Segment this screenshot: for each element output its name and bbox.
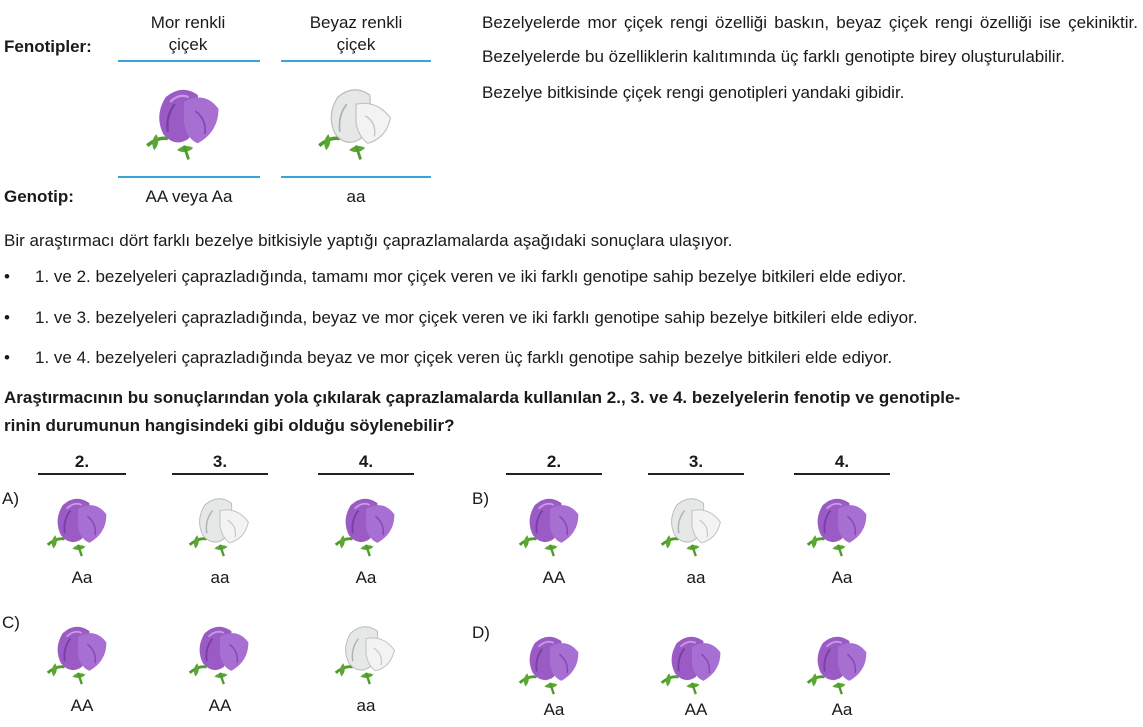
option-d-flower-4-icon xyxy=(800,624,876,696)
option-b-genotype-4: Aa xyxy=(831,568,853,587)
header-4-right: 4. xyxy=(834,452,850,471)
phenotypes-label: Fenotipler: xyxy=(4,37,92,56)
white-column-title: Beyaz renkli çiçek xyxy=(309,13,403,54)
option-c-label[interactable]: C) xyxy=(2,613,20,632)
bullet-dot: • xyxy=(4,308,10,327)
header-rule xyxy=(38,473,126,475)
option-d-label[interactable]: D) xyxy=(472,623,490,642)
option-a-flower-2-icon xyxy=(40,486,116,558)
header-rule xyxy=(318,473,414,475)
option-a-label[interactable]: A) xyxy=(2,489,19,508)
bullet-dot: • xyxy=(4,267,10,286)
option-b-genotype-2: AA xyxy=(542,568,566,587)
bullet-item-1 xyxy=(4,267,906,287)
option-a-flower-3-icon xyxy=(182,486,258,558)
option-a-flower-4-icon xyxy=(328,486,404,558)
question-text: Araştırmacının bu sonuçlarından yola çıkılarak çaprazlamalarda kullanılan 2., 3. ve 4. bezelyelerin fenotip ve genotiple- rinin durumunun hangisindeki gibi olduğu söylenebilir? xyxy=(4,388,961,435)
header-4-left: 4. xyxy=(358,452,374,471)
intro-paragraph-1: Bezelyelerde mor çiçek rengi özelliği baskın, beyaz çiçek rengi özelliği ise çekiniktir. Bezelyelerde bu özelliklerin kalıtımında üç farklı genotipte birey oluşturulabilir. xyxy=(482,13,1138,66)
option-d-flower-3-icon xyxy=(654,624,730,696)
intro-description xyxy=(482,6,1138,110)
purple-flower-icon xyxy=(138,74,230,162)
option-b-label[interactable]: B) xyxy=(472,489,489,508)
header-rule xyxy=(648,473,744,475)
option-d-genotype-4: Aa xyxy=(831,700,853,719)
header-2-left: 2. xyxy=(74,452,90,471)
header-2-right: 2. xyxy=(546,452,562,471)
phenotype-bottom-rule-2 xyxy=(281,176,431,178)
phenotype-top-rule-1 xyxy=(118,60,260,62)
header-rule xyxy=(172,473,268,475)
option-c-flower-3-icon xyxy=(182,614,258,686)
header-rule xyxy=(506,473,602,475)
bullet-text-1: 1. ve 2. bezelyeleri çaprazladığında, tamamı mor çiçek veren ve iki farklı genotipe sahip bezelye bitkileri elde ediyor. xyxy=(35,267,907,286)
lead-text: Bir araştırmacı dört farklı bezelye bitkisiyle yaptığı çaprazlamalarda aşağıdaki sonuçlara ulaşıyor. xyxy=(4,231,733,250)
option-d-genotype-3: AA xyxy=(684,700,708,719)
option-c-genotype-3: AA xyxy=(208,696,232,715)
option-c-genotype-2: AA xyxy=(70,696,94,715)
option-d-flower-2-icon xyxy=(512,624,588,696)
option-b-flower-2-icon xyxy=(512,486,588,558)
header-3-left: 3. xyxy=(212,452,228,471)
header-3-right: 3. xyxy=(688,452,704,471)
option-b-flower-4-icon xyxy=(800,486,876,558)
option-a-genotype-3: aa xyxy=(210,568,230,587)
option-d-genotype-2: Aa xyxy=(543,700,565,719)
purple-genotype: AA veya Aa xyxy=(145,187,233,206)
bullet-text-3: 1. ve 4. bezelyeleri çaprazladığında beyaz ve mor çiçek veren üç farklı genotipe sahip bezelye bitkileri elde ediyor. xyxy=(35,348,893,367)
option-a-genotype-2: Aa xyxy=(71,568,93,587)
bullet-dot: • xyxy=(4,348,10,367)
option-c-flower-4-icon xyxy=(328,614,404,686)
white-flower-icon xyxy=(310,74,402,162)
header-rule xyxy=(794,473,890,475)
option-b-genotype-3: aa xyxy=(686,568,706,587)
option-c-flower-2-icon xyxy=(40,614,116,686)
bullet-item-3 xyxy=(4,348,892,368)
option-a-genotype-4: Aa xyxy=(355,568,377,587)
white-genotype: aa xyxy=(346,187,366,206)
phenotype-bottom-rule-1 xyxy=(118,176,260,178)
option-b-flower-3-icon xyxy=(654,486,730,558)
phenotype-top-rule-2 xyxy=(281,60,431,62)
bullet-text-2: 1. ve 3. bezelyeleri çaprazladığında, beyaz ve mor çiçek veren ve iki farklı genotipe sahip bezelye bitkileri elde ediyor. xyxy=(35,308,918,327)
bullet-item-2 xyxy=(4,308,918,328)
option-c-genotype-4: aa xyxy=(356,696,376,715)
purple-column-title: Mor renkli çiçek xyxy=(150,13,226,54)
genotype-label: Genotip: xyxy=(4,187,74,206)
intro-paragraph-2: Bezelye bitkisinde çiçek rengi genotipleri yandaki gibidir. xyxy=(482,83,905,102)
